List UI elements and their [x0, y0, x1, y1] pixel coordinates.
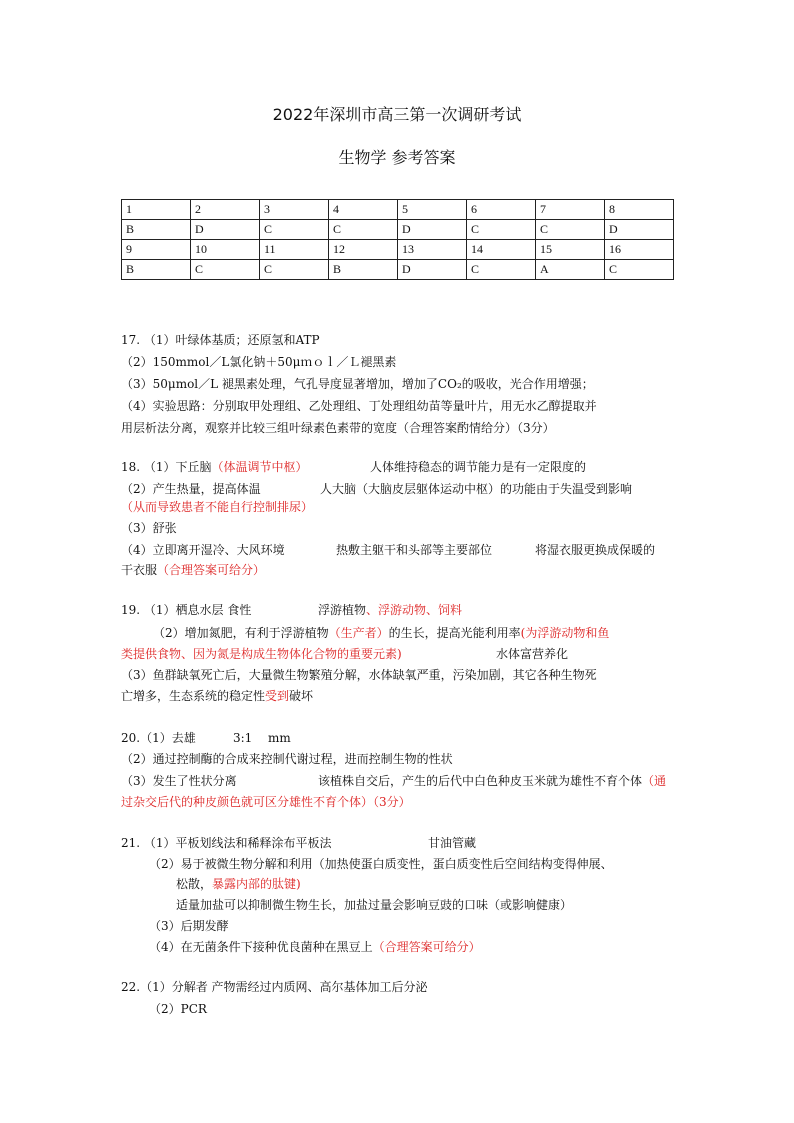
q22-line-2: （2）PCR	[149, 1002, 207, 1016]
table-row	[122, 260, 674, 280]
q19-line-1	[318, 603, 462, 617]
q18-line-4: （3）舒张	[121, 521, 177, 535]
table-cell: 2	[191, 200, 260, 220]
table-cell: 6	[467, 200, 536, 220]
table-cell: D	[605, 220, 674, 240]
q20-line-3-end: 该植株自交后，产生的后代中白色种皮玉米就为雄性不育个体	[318, 774, 643, 788]
q21-note-2: （合理答案可给分）	[372, 940, 481, 954]
table-cell: C	[605, 260, 674, 280]
table-cell: 5	[398, 200, 467, 220]
table-cell: 7	[536, 200, 605, 220]
q21-line-4: 适量加盐可以抑制微生物生长，加盐过量会影响豆豉的口味（或影响健康）	[176, 898, 573, 912]
q18-line-6-start: 干衣服	[121, 563, 158, 577]
table-cell: 12	[329, 240, 398, 260]
q17-line-2: （2）150mmol／L氯化钠＋50μｍｏｌ／Ｌ褪黑素	[121, 355, 397, 369]
table-cell: C	[467, 220, 536, 240]
q17-line-3: （3）50μmol／L 褪黑素处理，气孔导度显著增加，增加了CO₂的吸收，光合作用增强；	[121, 377, 594, 391]
q19-line-2-mid: 的生长，提高光能利用率	[388, 626, 521, 640]
q21-line-1-start: 21. （1）平板划线法和稀释涂布平板法	[121, 836, 332, 850]
q20-note-1: （通	[642, 774, 667, 788]
q18-line-5-start: （4）立即离开湿冷、大风环境	[121, 543, 285, 557]
q18-line-2-start: （2）产生热量，提高体温	[121, 482, 261, 496]
q18-note-3: （合理答案可给分）	[157, 563, 266, 577]
table-cell: 4	[329, 200, 398, 220]
q17-line-1: 17. （1）叶绿体基质；还原氢和ATP	[121, 333, 320, 347]
q21-line-3-start: 松散，	[176, 877, 213, 891]
q20-line-1-start: 20.（1）去雄	[121, 731, 196, 745]
q19-line-5-start: 亡增多，生态系统的稳定性	[121, 689, 266, 703]
q19-note-2: （生产者）	[328, 626, 389, 640]
q19-line-5-end: 破坏	[289, 689, 314, 703]
table-cell: B	[122, 260, 191, 280]
table-row	[122, 200, 674, 220]
q19-line-3-end: 水体富营养化	[496, 647, 569, 661]
table-cell: A	[536, 260, 605, 280]
q18-line-6	[121, 563, 265, 577]
table-cell: 1	[122, 200, 191, 220]
q19-line-1-start: 19. （1）栖息水层 食性	[121, 603, 252, 617]
table-cell: C	[329, 220, 398, 240]
q18-note-1: （体温调节中枢）	[211, 460, 308, 474]
table-cell: 15	[536, 240, 605, 260]
q21-line-5: （3）后期发酵	[149, 919, 229, 933]
table-cell: C	[536, 220, 605, 240]
q19-line-2-start: （2）增加氮肥，有利于浮游植物	[153, 626, 329, 640]
q18-line-2-end: 人大脑（大脑皮层躯体运动中枢）的功能由于失温受到影响	[320, 482, 633, 496]
q21-line-1-end: 甘油管藏	[428, 836, 477, 850]
table-cell: B	[329, 260, 398, 280]
table-cell: 8	[605, 200, 674, 220]
table-cell: D	[398, 220, 467, 240]
table-cell: 16	[605, 240, 674, 260]
q21-line-6-start: （4）在无菌条件下接种优良菌种在黑豆上	[149, 940, 373, 954]
q19-line-2	[153, 626, 609, 640]
table-row	[122, 240, 674, 260]
q19-note-4: 类提供食物、因为氮是构成生物体化合物的重要元素)	[121, 647, 402, 661]
q17-line-5: 用层析法分离，观察并比较三组叶绿素色素带的宽度（合理答案酌情给分）（3分）	[121, 421, 555, 435]
q18-line-1-start: 18. （1）下丘脑	[121, 460, 212, 474]
q20-line-2: （2）通过控制酶的合成来控制代谢过程，进而控制生物的性状	[121, 752, 453, 766]
q19-note-3: (为浮游动物和鱼	[520, 626, 610, 640]
table-cell: 3	[260, 200, 329, 220]
document-subtitle: 生物学 参考答案	[338, 148, 456, 167]
q20-line-3	[318, 774, 666, 788]
q18-line-5-end: 将湿衣服更换成保暖的	[535, 543, 656, 557]
answer-table	[121, 199, 674, 280]
table-cell: 9	[122, 240, 191, 260]
q20-line-3-start: （3）发生了性状分离	[121, 774, 237, 788]
q19-line-4: （3）鱼群缺氧死亡后，大量微生物繁殖分解，水体缺氧严重，污染加剧，其它各种生物死	[121, 668, 597, 682]
table-cell: C	[191, 260, 260, 280]
q20-ratio: 3:1	[233, 731, 253, 745]
q19-note-1: 、浮游动物、饲料	[366, 603, 463, 617]
q18-note-2: （从而导致患者不能自行控制排尿）	[121, 500, 314, 514]
table-cell: 10	[191, 240, 260, 260]
q18-line-1-end: 人体维持稳态的调节能力是有一定限度的	[370, 460, 587, 474]
q18-line-5-mid: 热敷主躯干和头部等主要部位	[336, 543, 493, 557]
table-cell: 13	[398, 240, 467, 260]
table-row	[122, 220, 674, 240]
q21-line-2: （2）易于被微生物分解和利用（加热使蛋白质变性，蛋白质变性后空间结构变得伸展、	[149, 857, 613, 871]
table-cell: B	[122, 220, 191, 240]
q17-line-4: （4）实验思路：分别取甲处理组、乙处理组、丁处理组幼苗等量叶片，用无水乙醇提取并	[121, 399, 597, 413]
q21-line-3	[176, 877, 301, 891]
q19-line-5	[121, 689, 313, 703]
q20-genotype: mm	[268, 731, 291, 745]
q21-note-1: 暴露内部的肽键)	[212, 877, 301, 891]
q20-note-2: 过杂交后代的种皮颜色就可区分雄性不育个体）（3分）	[121, 795, 411, 809]
q21-line-6	[149, 940, 481, 954]
table-cell: C	[260, 260, 329, 280]
q18-line-1	[121, 460, 308, 474]
table-cell: 14	[467, 240, 536, 260]
q19-note-5: 受到	[265, 689, 290, 703]
table-cell: D	[191, 220, 260, 240]
table-cell: C	[467, 260, 536, 280]
document-title: 2022年深圳市高三第一次调研考试	[272, 105, 522, 124]
q19-line-1-mid: 浮游植物	[318, 603, 367, 617]
q22-line-1: 22.（1）分解者 产物需经过内质网、高尔基体加工后分泌	[121, 980, 428, 994]
table-cell: D	[398, 260, 467, 280]
table-cell: C	[260, 220, 329, 240]
table-cell: 11	[260, 240, 329, 260]
